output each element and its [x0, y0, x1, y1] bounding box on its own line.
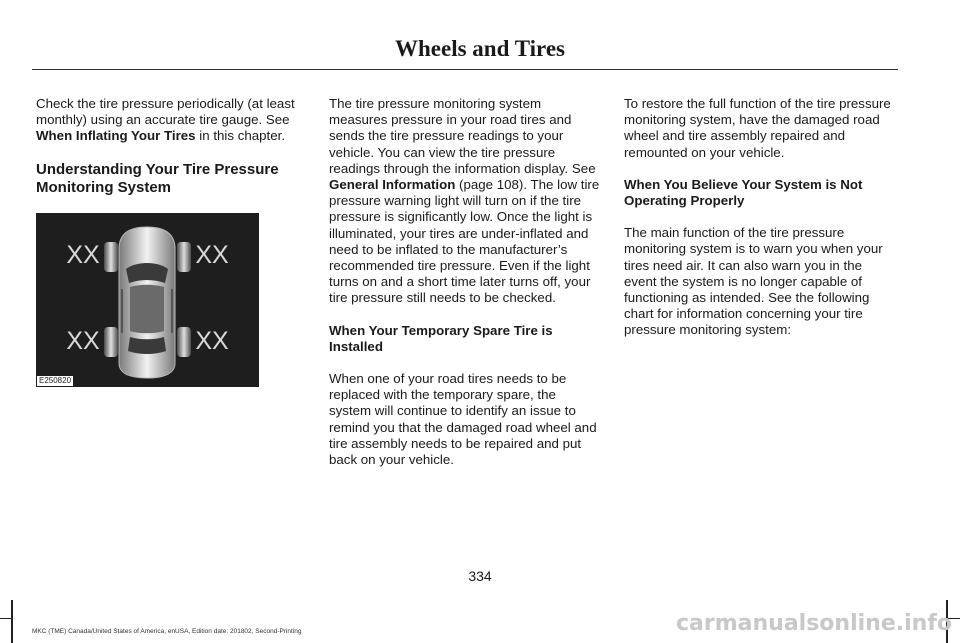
- tpms-display-figure: [36, 213, 259, 387]
- spare-tire-heading: When Your Temporary Spare Tire is Installed: [329, 322, 553, 354]
- front-left-pressure: XX: [66, 240, 100, 269]
- rear-right-pressure: XX: [195, 326, 229, 355]
- figure-code: E250820: [39, 375, 72, 385]
- column-2: [329, 96, 601, 484]
- tpms-car-diagram: [36, 213, 259, 387]
- edition-footer: MKC (TME) Canada/United States of America, enUSA, Edition date: 201802, Second-Printing: [32, 628, 302, 635]
- page-title: Wheels and Tires: [395, 36, 565, 61]
- car-roof-icon: [130, 284, 164, 333]
- page-number: 334: [468, 568, 492, 584]
- front-right-pressure: XX: [195, 240, 229, 269]
- column-3: [624, 96, 898, 355]
- system-function-paragraph: The main function of the tire pressure monitoring system is to warn you when your tires need air. It can also warn you in the event the system is no longer capable of functioning as intended. See the following chart for information concerning your tire pressure monitoring system:: [624, 225, 883, 338]
- inflating-tires-reference: When Inflating Your Tires: [36, 128, 196, 144]
- front-left-tire-icon: [104, 242, 118, 272]
- tire-check-paragraph: [36, 96, 308, 145]
- watermark: carmanualsonline.info: [676, 611, 952, 636]
- car-rear-window-icon: [128, 337, 166, 354]
- general-information-reference: General Information: [329, 177, 456, 193]
- rear-left-pressure: XX: [66, 326, 100, 355]
- header-rule: [32, 69, 898, 70]
- tire-check-text-end: in this chapter.: [195, 128, 286, 144]
- column-1: [36, 96, 308, 387]
- section-heading: Understanding Your Tire Pressure Monitoring System: [36, 160, 279, 196]
- tpms-description-text-end: (page 108). The low tire pressure warning light will turn on if the tire pressure is significantly low. Once the light is illuminated, your tires are under-inflated and need to be inflated to the manufacturer’s recommended tire pressure. Even if the light turns on and a short time later turns off, your tire pressure still needs to be checked.: [329, 177, 600, 306]
- crop-mark-left-horizontal: [0, 618, 13, 619]
- car-windshield-icon: [126, 263, 168, 283]
- tire-check-text: Check the tire pressure periodically (at least monthly) using an accurate tire gauge. See: [36, 96, 295, 128]
- front-right-tire-icon: [177, 242, 191, 272]
- restore-function-paragraph: To restore the full function of the tire pressure monitoring system, have the damaged road wheel and tire assembly repaired and remounted on your vehicle.: [624, 96, 891, 160]
- spare-tire-paragraph: When one of your road tires needs to be replaced with the temporary spare, the system will continue to identify an issue to remind you that the damaged road wheel and tire assembly needs to be repaired and put back on your vehicle.: [329, 371, 597, 468]
- crop-mark-left-vertical: [11, 600, 13, 643]
- rear-left-tire-icon: [104, 327, 118, 357]
- tpms-description-text: The tire pressure monitoring system measures pressure in your road tires and sends the tire pressure readings to your vehicle. You can view the tire pressure readings through the information display. See: [329, 96, 596, 176]
- not-operating-heading: When You Believe Your System is Not Operating Properly: [624, 176, 863, 209]
- tpms-description-paragraph: [329, 96, 601, 307]
- rear-right-tire-icon: [177, 327, 191, 357]
